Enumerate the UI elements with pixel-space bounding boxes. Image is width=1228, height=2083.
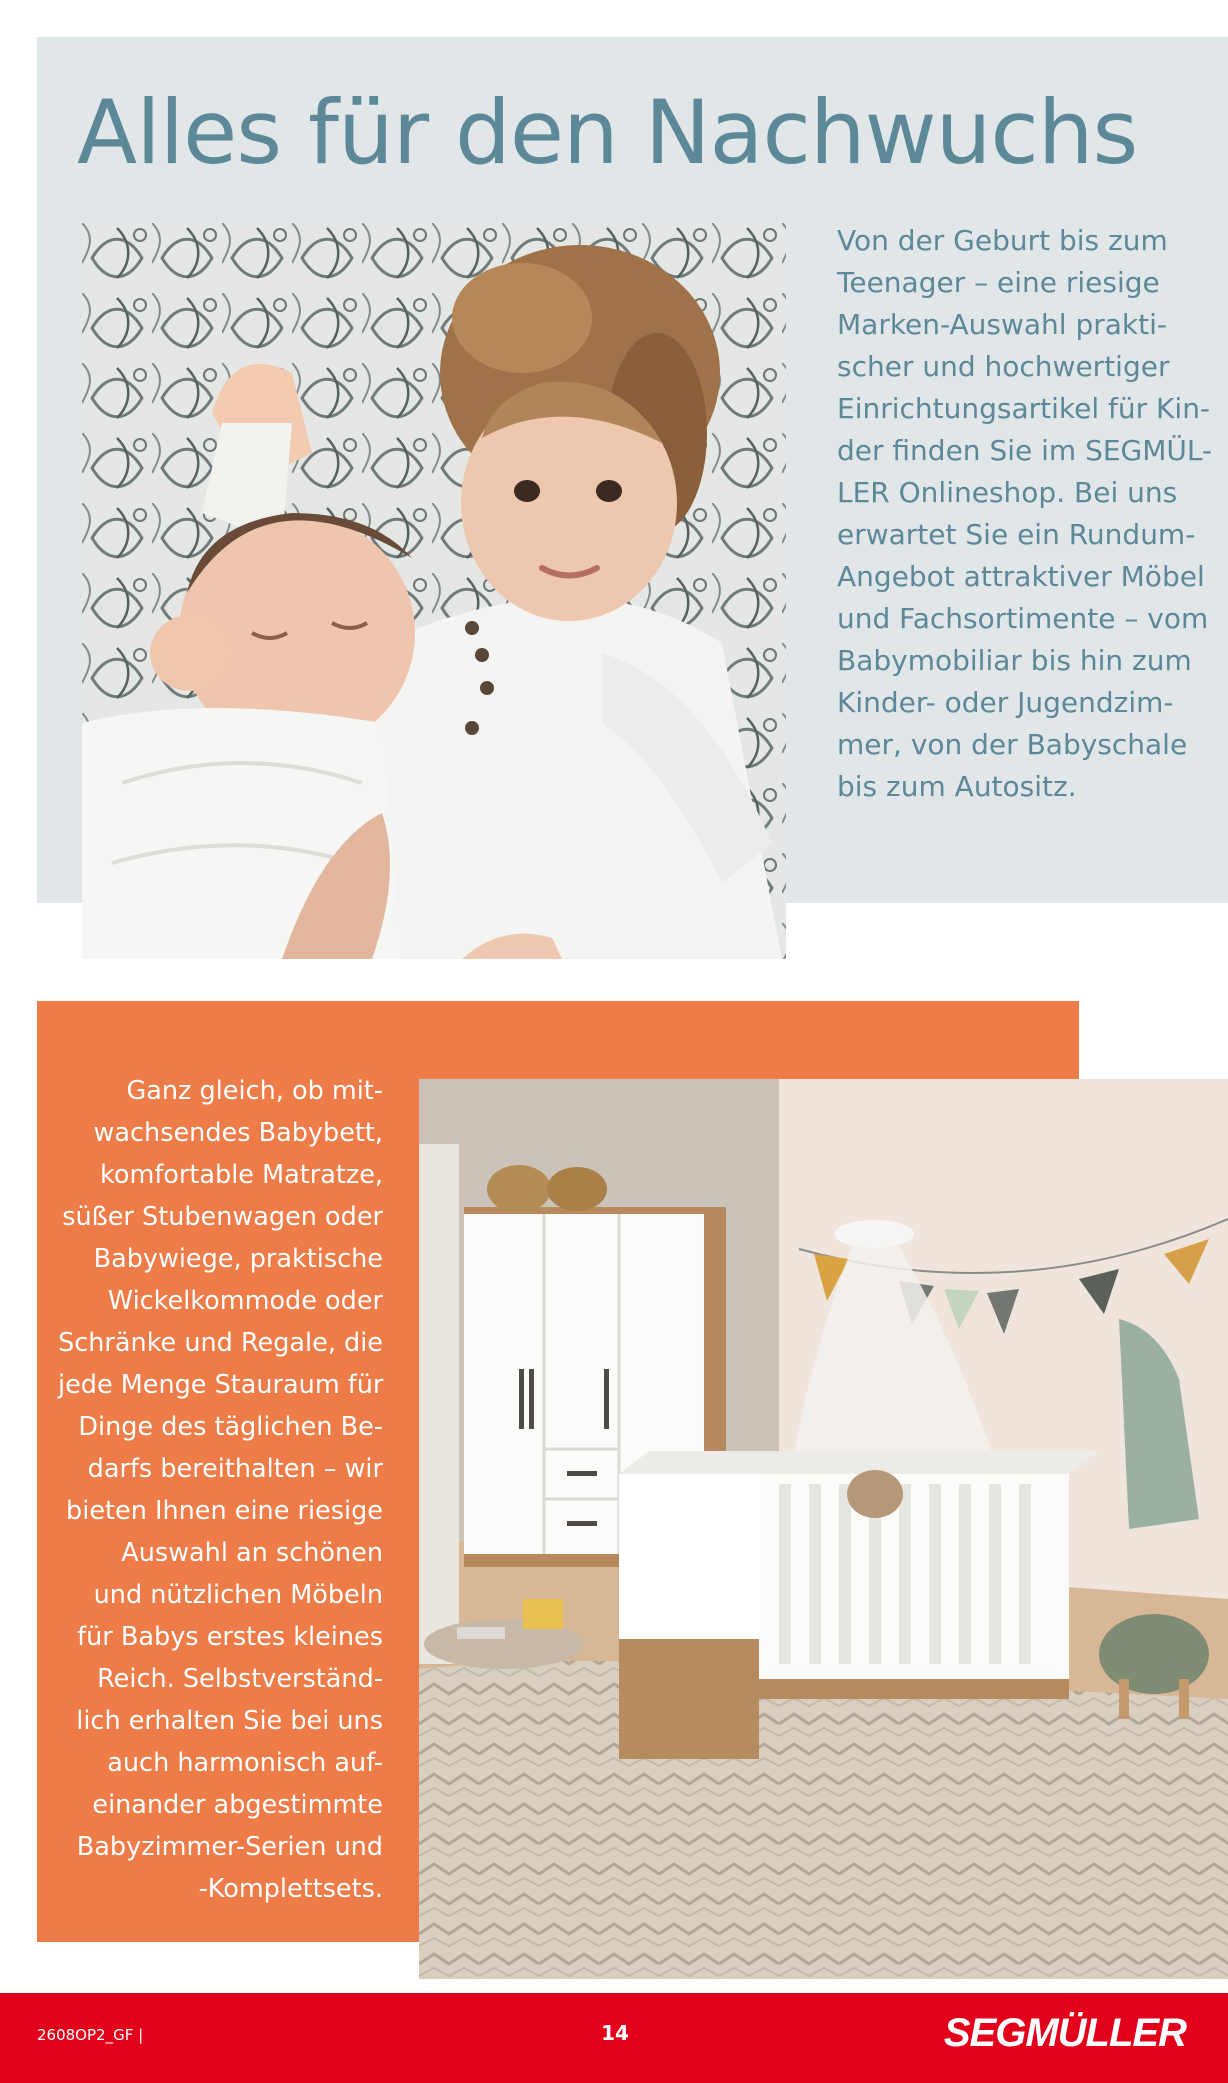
page-title: Alles für den Nachwuchs bbox=[77, 81, 1138, 184]
nursery-photo bbox=[419, 1079, 1228, 1979]
intro-text: Von der Geburt bis zum Teenager – eine riesige Marken-Auswahl prakti- scher und hochwertiger Einrichtungsartikel für Kin- der finden Sie im SEGMÜL- LER Onlineshop. Bei uns erwartet Sie ein Rundum- Angebot attraktiver Möbel und Fachsortimente – vom Babymobiliar bis hin zum Kinder- oder Jugendzim- mer, von der Babyschale bis zum Autositz. bbox=[837, 224, 1213, 803]
nursery-text: Ganz gleich, ob mit- wachsendes Babybett, komfortable Matratze, süßer Stubenwagen oder Babywiege, praktische Wickelkommode oder Schränke und Regale, die jede Menge Stauraum für Dinge des täglichen Be- darfs bereithalten – wir bieten Ihnen eine riesige Auswahl an schönen und nützlichen Möbeln für Babys erstes kleines Reich. Selbstverständ- lich erhalten Sie bei uns auch harmonisch auf- einander abgestimmte Babyzimmer-Serien und -Komplettsets. bbox=[58, 1076, 384, 1904]
catalog-code: 2608OP2_GF | bbox=[37, 2026, 144, 2044]
page-number: 14 bbox=[601, 2021, 629, 2045]
footer-bar bbox=[0, 1993, 1228, 2083]
segmueller-logo[interactable]: SEGMÜLLER bbox=[943, 2011, 1186, 2055]
siblings-photo bbox=[82, 223, 786, 959]
